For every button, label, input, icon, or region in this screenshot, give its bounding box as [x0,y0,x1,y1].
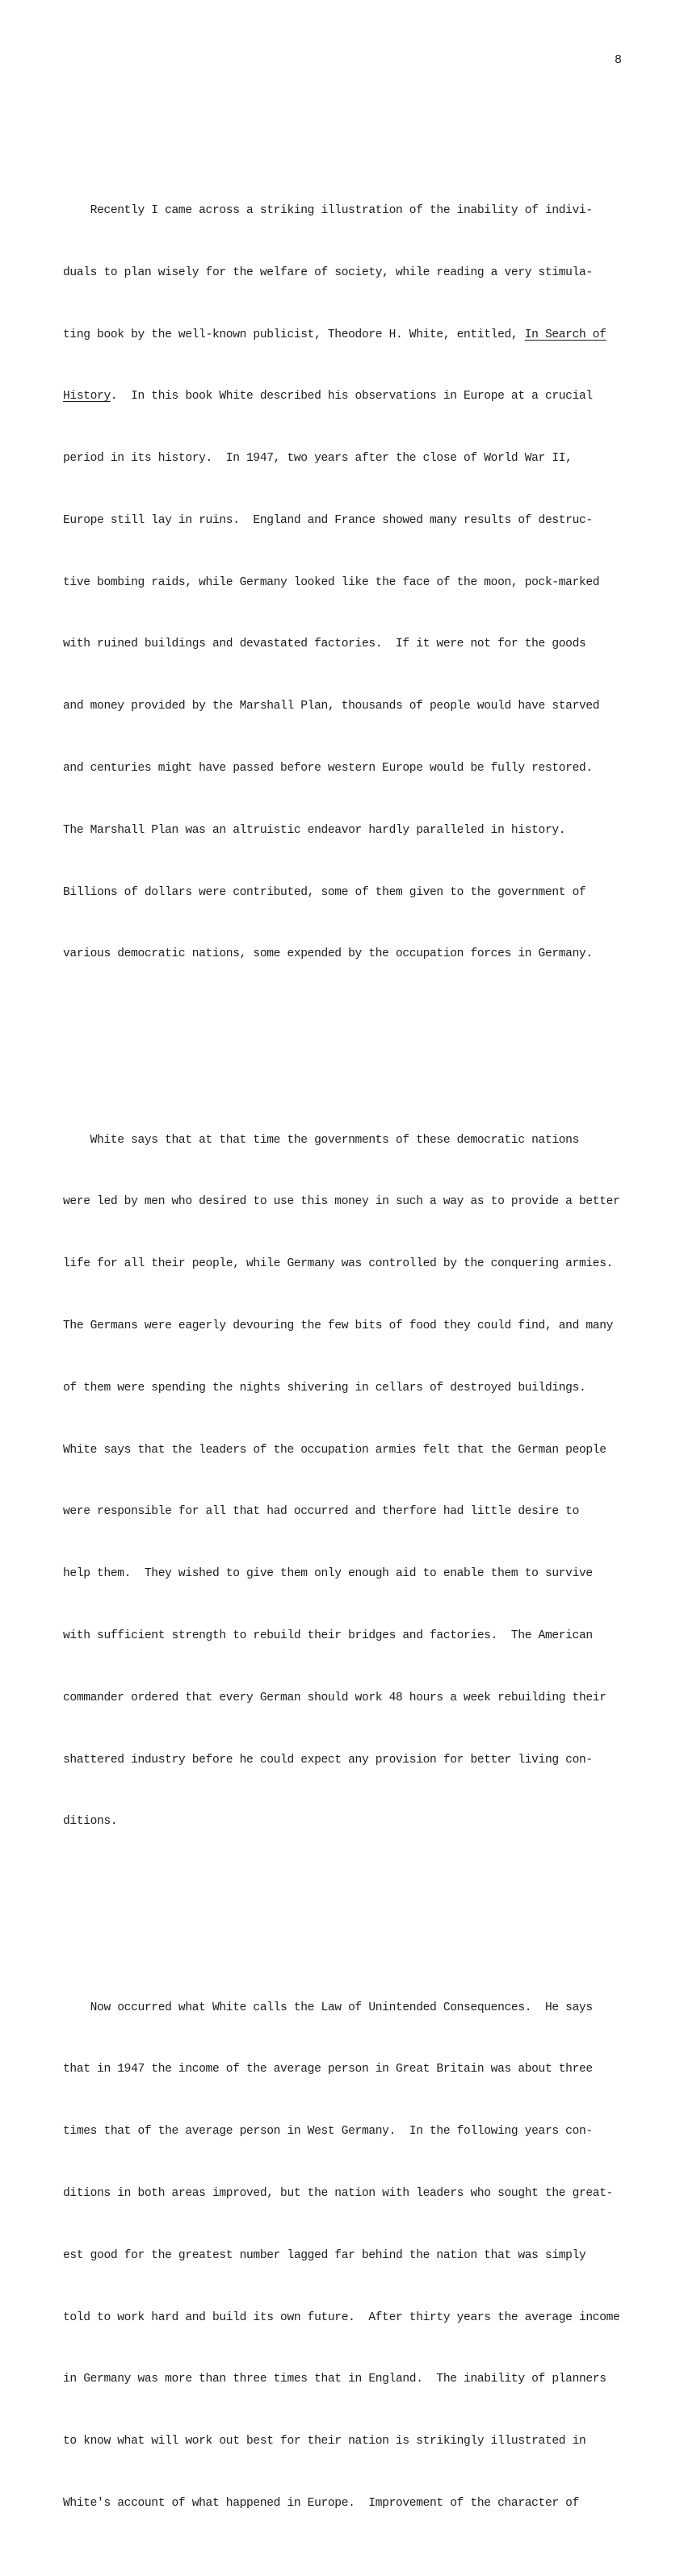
paragraph-3 [63,1956,644,2555]
text-line: various democratic nations, some expended by the occupation forces in Germany. [63,947,593,961]
text-line: duals to plan wisely for the welfare of society, while reading a very stimula- [63,266,593,279]
page-number: 8 [614,53,622,67]
text-line: times that of the average person in West Germany. In the following years con- [63,2125,593,2139]
text-line: in Germany was more than three times that in England. The inability of planners [63,2373,606,2386]
text-line [63,325,644,346]
text-line: ditions in both areas improved, but the nation with leaders who sought the great- [63,2186,614,2200]
text-line: were responsible for all that had occurred and therfore had little desire to [63,1505,579,1519]
text-line: commander ordered that every German should work 48 hours a week rebuilding their [63,1691,606,1704]
text-line: shattered industry before he could expect any provision for better living con- [63,1753,593,1767]
text-line: with sufficient strength to rebuild their bridges and factories. The American [63,1629,593,1642]
text-line: tive bombing raids, while Germany looked like the face of the moon, pock-marked [63,575,600,589]
text-line: of them were spending the nights shivering in cellars of destroyed buildings. [63,1381,586,1395]
text-line: White's account of what happened in Europe. Improvement of the character of [63,2496,579,2510]
text-line: White says that at that time the governments of these democratic nations [63,1133,579,1147]
text-line: ditions. [63,1815,118,1829]
text-line: were led by men who desired to use this money in such a way as to provide a better [63,1195,620,1209]
text-line [63,387,644,408]
book-title: In Search of [524,328,606,341]
document-body [63,98,644,2576]
text-segment: ting book by the well-known publicist, Theodore H. White, entitled, [63,328,525,341]
text-segment: . In this book White described his observations in Europe at a crucial [110,390,593,404]
text-line: Recently I came across a striking illustration of the inability of indivi- [63,203,593,217]
text-line: est good for the greatest number lagged far behind the nation that was simply [63,2248,586,2262]
book-title-continued: History [63,390,111,404]
text-line: and centuries might have passed before western Europe would be fully restored. [63,762,593,775]
text-line: with ruined buildings and devastated factories. If it were not for the goods [63,638,586,651]
text-line: to know what will work out best for their nation is strikingly illustrated in [63,2435,586,2448]
text-line: told to work hard and build its own future. After thirty years the average income [63,2310,620,2324]
text-line: period in its history. In 1947, two years after the close of World War II, [63,452,573,466]
text-line: White says that the leaders of the occupation armies felt that the German people [63,1443,606,1457]
text-line: help them. They wished to give them only enough aid to enable them to survive [63,1567,593,1581]
text-line: The Germans were eagerly devouring the few bits of food they could find, and many [63,1319,614,1333]
text-line: Now occurred what White calls the Law of Unintended Consequences. He says [63,2001,593,2014]
text-line: that in 1947 the income of the average person in Great Britain was about three [63,2063,593,2076]
text-line: life for all their people, while Germany was controlled by the conquering armies. [63,1257,614,1271]
text-line: Billions of dollars were contributed, some of them given to the government of [63,885,586,899]
paragraph-1 [63,160,644,1006]
text-line: Europe still lay in ruins. England and France showed many results of destruc- [63,513,593,527]
text-line: The Marshall Plan was an altruistic endeavor hardly paralleled in history. [63,823,566,837]
text-line: and money provided by the Marshall Plan, thousands of people would have starved [63,700,600,713]
paragraph-2 [63,1089,644,1875]
